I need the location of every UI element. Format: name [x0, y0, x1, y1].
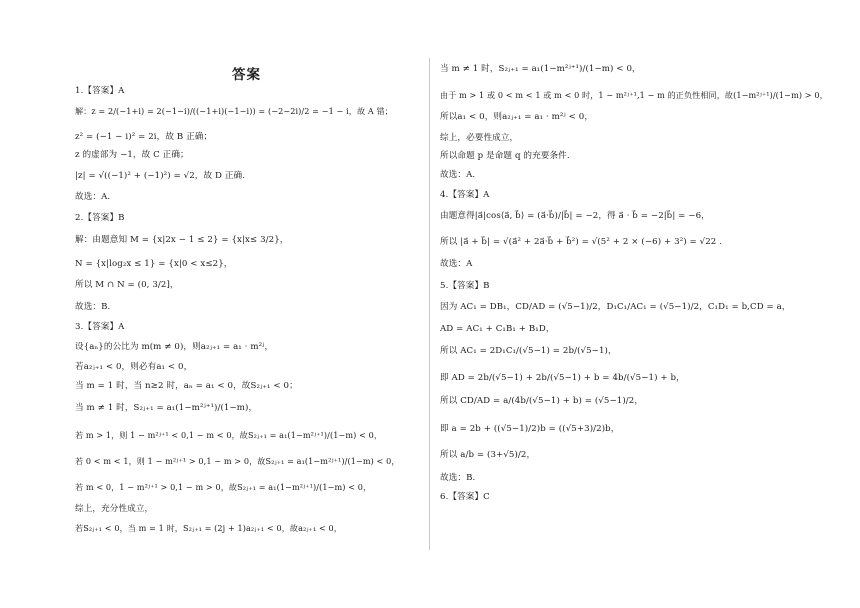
left-line-3: z 的虚部为 −1，故 C 正确； — [75, 150, 189, 160]
left-line-20: 若S₂ⱼ₊₁ < 0，当 m = 1 时，S₂ⱼ₊₁ = (2j + 1)a₂ⱼ₊₁ < 0，故a₂ⱼ₊₁ < 0， — [75, 523, 342, 533]
right-line-14: 即 AD = 2b/(√5−1) + 2b/(√5−1) + b = 4b/(√5−1) + b， — [440, 373, 685, 383]
right-line-5: 故选：A. — [440, 170, 476, 180]
left-line-15: 当 m ≠ 1 时，S₂ⱼ₊₁ = a₁(1−m²ʲ⁺¹)/(1−m)， — [75, 403, 258, 413]
left-line-17: 若 0 < m < 1，则 1 − m²ʲ⁺¹ > 0,1 − m > 0，故S₂ⱼ₊₁ = a₁(1−m²ʲ⁺¹)/(1−m) < 0， — [75, 456, 400, 466]
left-line-9: 所以 M ∩ N = (0, 3/2]， — [75, 280, 179, 290]
left-line-18: 若 m < 0，1 − m²ʲ⁺¹ > 0,1 − m > 0，故S₂ⱼ₊₁ = a₁(1−m²ʲ⁺¹)/(1−m) < 0， — [75, 482, 372, 492]
right-line-13: 所以 AC₁ = 2D₁C₁/(√5−1) = 2b/(√5−1)， — [440, 346, 617, 356]
left-line-1: 解：z = 2/(−1+i) = 2(−1−i)/((−1+i)(−1−i)) = (−2−2i)/2 = −1 − i，故 A 错； — [75, 106, 393, 116]
right-line-7: 由题意得|a⃗|cos⟨a⃗, b⃗⟩ = (a⃗·b⃗)/|b⃗| = −2，得 a⃗ · b⃗ = −2|b⃗| = −6， — [440, 211, 710, 221]
right-line-4: 所以命题 p 是命题 q 的充要条件. — [440, 151, 570, 161]
left-line-14: 当 m = 1 时，当 n≥2 时，aₙ = a₁ < 0，故S₂ⱼ₊₁ < 0； — [75, 381, 298, 391]
right-line-6: 4.【答案】A — [440, 190, 490, 200]
right-line-19: 6.【答案】C — [440, 492, 490, 502]
left-line-16: 若 m > 1，则 1 − m²ʲ⁺¹ < 0,1 − m < 0，故S₂ⱼ₊₁ = a₁(1−m²ʲ⁺¹)/(1−m) < 0， — [75, 430, 383, 440]
right-line-0: 当 m ≠ 1 时，S₂ⱼ₊₁ = a₁(1−m²ʲ⁺¹)/(1−m) < 0， — [440, 64, 641, 74]
right-line-1: 由于 m > 1 或 0 < m < 1 或 m < 0 时，1 − m²ʲ⁺¹,1 − m 的正负性相同，故(1−m²ʲ⁺¹)/(1−m) > 0， — [440, 90, 828, 100]
right-line-17: 所以 a/b = (3+√5)/2， — [440, 450, 536, 460]
right-line-2: 所以a₁ < 0，则a₂ⱼ₊₁ = a₁ · m²ʲ < 0， — [440, 112, 594, 122]
right-line-9: 故选：A — [440, 259, 473, 269]
left-line-12: 设{aₙ}的公比为 m(m ≠ 0)，则a₂ⱼ₊₁ = a₁ · m²ʲ， — [75, 342, 274, 352]
left-line-6: 2.【答案】B — [75, 213, 125, 223]
left-line-8: N = {x|log₂x ≤ 1} = {x|0 < x≤2}， — [75, 259, 233, 269]
left-line-2: z² = (−1 − i)² = 2i，故 B 正确； — [75, 132, 213, 142]
right-line-8: 所以 |a⃗ + b⃗| = √(a⃗² + 2a⃗·b⃗ + b⃗²) = √(5² + 2 × (−6) + 3²) = √22 . — [440, 237, 723, 247]
right-line-12: AD = AC₁ + C₁B₁ + B₁D， — [440, 324, 555, 334]
right-line-15: 所以 CD/AD = a/(4b/(√5−1) + b) = (√5−1)/2， — [440, 396, 644, 406]
column-divider — [429, 58, 430, 550]
left-line-13: 若a₂ⱼ₊₁ < 0，则必有a₁ < 0， — [75, 362, 193, 372]
left-line-10: 故选：B. — [75, 302, 111, 312]
left-line-5: 故选：A. — [75, 192, 111, 202]
right-line-3: 综上，必要性成立， — [440, 133, 519, 143]
right-line-11: 因为 AC₁ = DB₁，CD/AD = (√5−1)/2，D₁C₁/AC₁ = (√5−1)/2，C₁D₁ = b,CD = a， — [440, 302, 791, 312]
left-line-4: |z| = √((−1)² + (−1)²) = √2，故 D 正确. — [75, 171, 246, 181]
left-line-11: 3.【答案】A — [75, 322, 125, 332]
left-line-7: 解：由题意知 M = {x|2x − 1 ≤ 2} = {x|x≤ 3/2}， — [75, 235, 289, 245]
right-line-10: 5.【答案】B — [440, 281, 490, 291]
page-title: 答案 — [232, 67, 261, 83]
right-line-18: 故选：B. — [440, 473, 476, 483]
right-line-16: 即 a = 2b + ((√5−1)/2)b = ((√5+3)/2)b， — [440, 424, 620, 434]
left-line-19: 综上，充分性成立， — [75, 504, 154, 514]
left-line-0: 1.【答案】A — [75, 86, 125, 96]
